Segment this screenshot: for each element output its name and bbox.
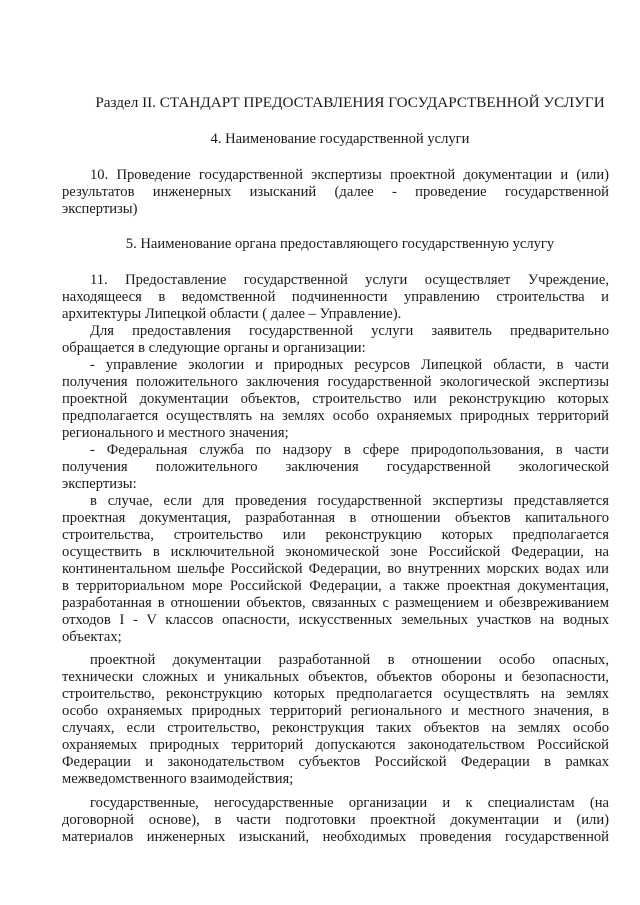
para-orgs-line-1: государственные, негосударственные организации и к специалистам (на (90, 795, 609, 811)
para-project-line-5: случаях, если строительство, реконструкция таких объектов на землях особо (62, 720, 609, 736)
para-case-line-5: континентальном шельфе Российской Федерации, во внутренних морских водах или (62, 561, 609, 577)
para-case-line-2: проектная документация, разработанная в отношении объектов капитального (62, 510, 609, 526)
para-project-line-3: строительство, реконструкцию которых предполагается осуществлять на землях (62, 686, 609, 702)
para-ecology-line-1: - управление экологии и природных ресурсов Липецкой области, в части (90, 357, 609, 373)
para-orgs-line-3: материалов инженерных изысканий, необходимых проведения государственной (62, 829, 609, 845)
para-federal-line-2: получения положительного заключения государственной экологической (62, 459, 609, 475)
para-10-line-2: результатов инженерных изысканий (далее - проведение государственной (62, 184, 609, 200)
section-title: Раздел II. СТАНДАРТ ПРЕДОСТАВЛЕНИЯ ГОСУДАРСТВЕННОЙ УСЛУГИ (95, 94, 605, 111)
para-federal-line-1: - Федеральная служба по надзору в сфере природопользования, в части (90, 442, 609, 458)
para-11-line-2: находящееся в ведомственной подчиненности управлению строительства и (62, 289, 609, 305)
para-ecology-line-3: проектной документации объектов, строительство или реконструкцию которых (62, 391, 609, 407)
para-10-line-3: экспертизы) (62, 201, 138, 217)
para-case-line-1: в случае, если для проведения государственной экспертизы представляется (90, 493, 609, 509)
para-project-line-8: межведомственного взаимодействия; (62, 771, 294, 787)
para-project-line-2: технически сложных и уникальных объектов, объектов обороны и безопасности, (62, 669, 609, 685)
para-project-line-4: особо охраняемых природных территорий регионального и местного значения, в (62, 703, 609, 719)
para-case-line-9: объектах; (62, 629, 122, 645)
para-apply-line-2: обращается в следующие органы и организации: (62, 340, 366, 356)
para-case-line-8: отходов I - V классов опасности, искусственных земельных участков на водных (62, 612, 609, 628)
para-federal-line-3: экспертизы: (62, 476, 137, 492)
para-orgs-line-2: договорной основе), в части подготовки проектной документации и (или) (62, 812, 609, 828)
para-project-line-7: Федерации и законодательством субъектов Российской Федерации в рамках (62, 754, 609, 770)
para-project-line-1: проектной документации разработанной в отношении особо опасных, (90, 652, 609, 668)
heading-agency-name: 5. Наименование органа предоставляющего государственную услугу (125, 236, 555, 252)
para-11-line-3: архитектуры Липецкой области ( далее – Управление). (62, 306, 402, 322)
para-project-line-6: охраняемых природных территорий допускаются законодательством Российской (62, 737, 609, 753)
para-case-line-3: строительства, строительство или реконструкцию которых предполагается (62, 527, 609, 543)
para-ecology-line-4: предполагается осуществлять на землях особо охраняемых природных территорий (62, 408, 609, 424)
para-11-line-1: 11. Предоставление государственной услуги осуществляет Учреждение, (90, 272, 609, 288)
para-ecology-line-5: регионального и местного значения; (62, 425, 289, 441)
heading-service-name: 4. Наименование государственной услуги (210, 131, 470, 147)
para-apply-line-1: Для предоставления государственной услуги заявитель предварительно (90, 323, 609, 339)
para-case-line-6: в территориальном море Российской Федерации, а также проектная документация, (62, 578, 609, 594)
para-ecology-line-2: получения положительного заключения государственной экологической экспертизы (62, 374, 609, 390)
para-10-line-1: 10. Проведение государственной экспертизы проектной документации и (или) (90, 167, 609, 183)
para-case-line-7: разработанная в отношении объектов, связанных с размещением и обезвреживанием (62, 595, 609, 611)
para-case-line-4: осуществить в исключительной экономической зоне Российской Федерации, на (62, 544, 609, 560)
